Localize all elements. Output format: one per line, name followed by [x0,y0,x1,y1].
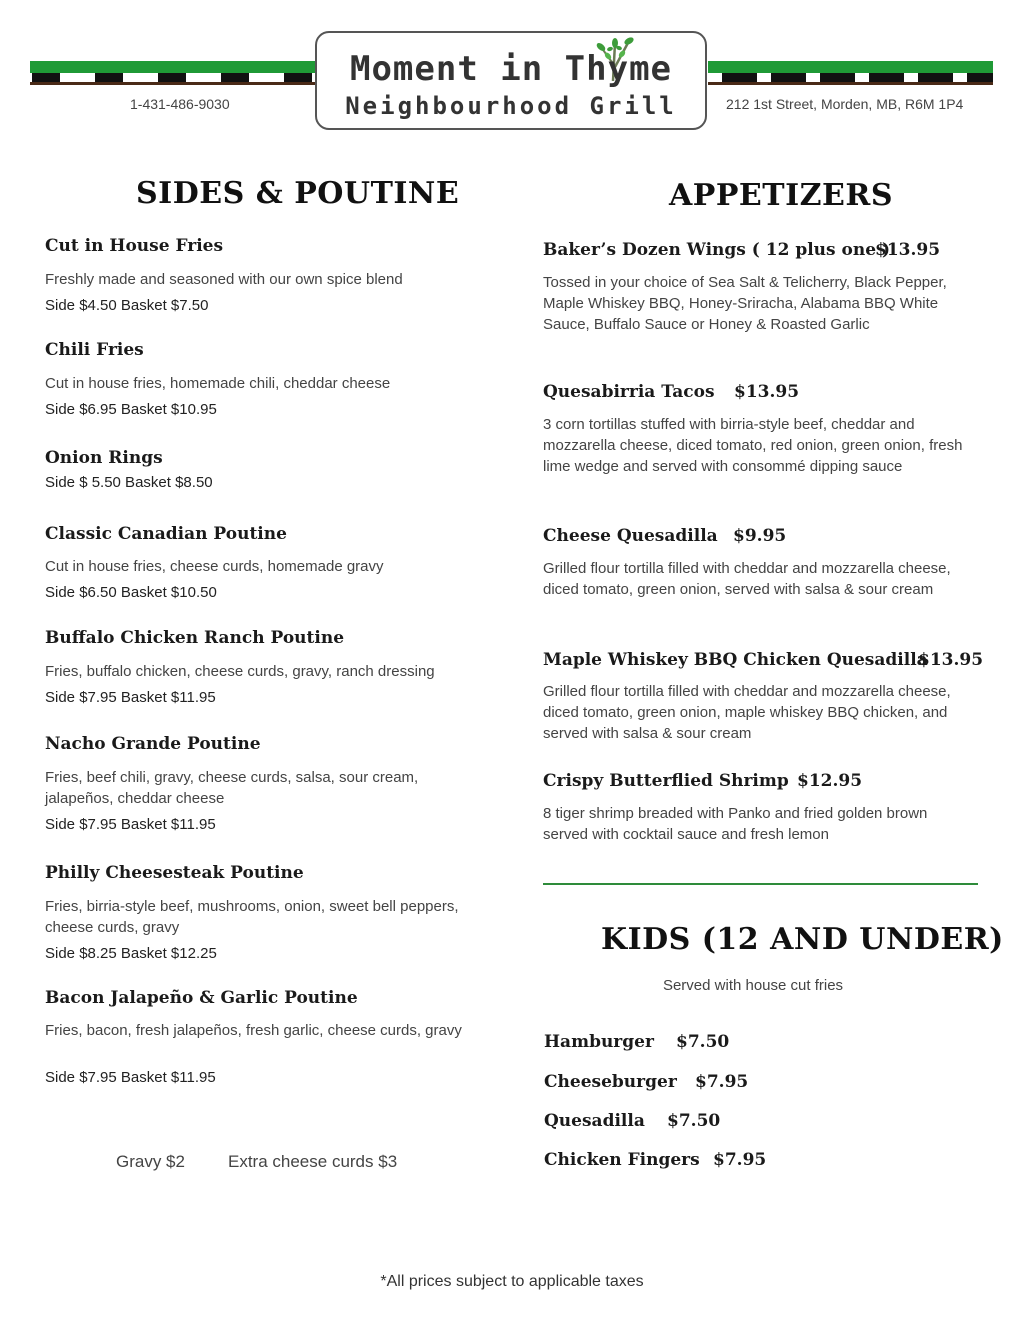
menu-item-price: Side $7.95 Basket $11.95 [45,689,216,706]
menu-item-name: Onion Rings [45,448,163,468]
menu-item-price: $7.50 [676,1032,730,1052]
extra-cheese-curds: Extra cheese curds $3 [228,1152,398,1171]
extra-gravy: Gravy $2 [116,1152,185,1171]
menu-item-price: Side $ 5.50 Basket $8.50 [45,474,213,491]
menu-item-name: Cheeseburger [544,1072,677,1092]
restaurant-name: Moment in Thyme [349,49,673,89]
menu-item-name: Nacho Grande Poutine [45,734,261,754]
menu-item-name: Hamburger [544,1032,654,1052]
phone-number[interactable]: 1-431-486-9030 [130,96,230,112]
menu-item-name: Maple Whiskey BBQ Chicken Quesadilla [543,650,928,670]
menu-item-name: Cut in House Fries [45,236,224,256]
menu-item-price: $13.95 [918,650,984,670]
menu-item-desc: 3 corn tortillas stuffed with birria-style beef, cheddar and mozzarella cheese, diced tomato, red onion, green onion, fresh lime wedge and served with consommé dipping sauce [543,416,963,475]
menu-item-desc: 8 tiger shrimp breaded with Panko and fried golden brown served with cocktail sauce and fresh lemon [543,805,928,843]
menu-item-desc: Grilled flour tortilla filled with cheddar and mozzarella cheese, diced tomato, green onion, maple whiskey BBQ chicken, and served with salsa & sour cream [543,683,951,742]
header-band-right [708,61,993,87]
menu-item-price: Side $4.50 Basket $7.50 [45,297,209,314]
menu-item-price: $9.95 [733,526,787,546]
menu-item-price: $13.95 [734,382,800,402]
header-band-left [30,61,316,87]
section-divider [543,883,978,885]
menu-item-name: Crispy Butterflied Shrimp [543,771,789,791]
menu-item-name: Philly Cheesesteak Poutine [45,863,304,883]
menu-item-desc: Fries, bacon, fresh jalapeños, fresh garlic, cheese curds, gravy [45,1022,462,1039]
menu-item-name: Bacon Jalapeño & Garlic Poutine [45,988,358,1008]
appetizers-title: APPETIZERS [669,178,893,213]
kids-title: KIDS (12 AND UNDER) [601,922,1004,957]
logo [315,31,707,130]
tax-footnote: *All prices subject to applicable taxes [380,1273,644,1290]
menu-item-price: $12.95 [797,771,863,791]
menu-item-name: Quesabirria Tacos [543,382,715,402]
menu-item-desc: Freshly made and seasoned with our own spice blend [45,271,403,288]
menu-item-desc: Cut in house fries, homemade chili, cheddar cheese [45,375,391,392]
menu-item-name: Chili Fries [45,340,144,360]
menu-item-price: Side $6.50 Basket $10.50 [45,584,217,601]
menu-item-price: Side $8.25 Basket $12.25 [45,945,217,962]
menu-item-desc: Grilled flour tortilla filled with cheddar and mozzarella cheese, diced tomato, green onion, served with salsa & sour cream [543,560,951,598]
kids-note: Served with house cut fries [662,977,844,994]
menu-item-name: Baker’s Dozen Wings ( 12 plus one ) [543,240,890,260]
menu-item-name: Quesadilla [544,1111,645,1131]
menu-item-name: Cheese Quesadilla [543,526,718,546]
menu-item-desc: Cut in house fries, cheese curds, homemade gravy [45,558,384,575]
menu-item-desc: Fries, beef chili, gravy, cheese curds, salsa, sour cream, jalapeños, cheddar cheese [45,769,419,807]
menu-item-name: Buffalo Chicken Ranch Poutine [45,628,345,648]
menu-item-desc: Tossed in your choice of Sea Salt & Telicherry, Black Pepper, Maple Whiskey BBQ, Honey-Sriracha, Alabama BBQ White Sauce, Buffalo Sauce or Honey & Roasted Garlic [543,274,947,333]
menu-item-price: $7.50 [667,1111,721,1131]
menu-item-price: Side $7.95 Basket $11.95 [45,1069,216,1086]
restaurant-subtitle: Neighbourhood Grill [345,92,677,120]
menu-item-desc: Fries, birria-style beef, mushrooms, onion, sweet bell peppers, cheese curds, gravy [45,898,459,936]
menu-item-price: Side $7.95 Basket $11.95 [45,816,216,833]
menu-item-price: $7.95 [713,1150,767,1170]
menu-item-name: Classic Canadian Poutine [45,524,287,544]
menu-item-price: Side $6.95 Basket $10.95 [45,401,217,418]
sides-title: SIDES & POUTINE [136,176,460,211]
menu-item-price: $13.95 [875,240,941,260]
menu-item-desc: Fries, buffalo chicken, cheese curds, gravy, ranch dressing [45,663,435,680]
menu-item-price: $7.95 [695,1072,749,1092]
menu-item-name: Chicken Fingers [544,1150,700,1170]
address: 212 1st Street, Morden, MB, R6M 1P4 [726,96,964,112]
